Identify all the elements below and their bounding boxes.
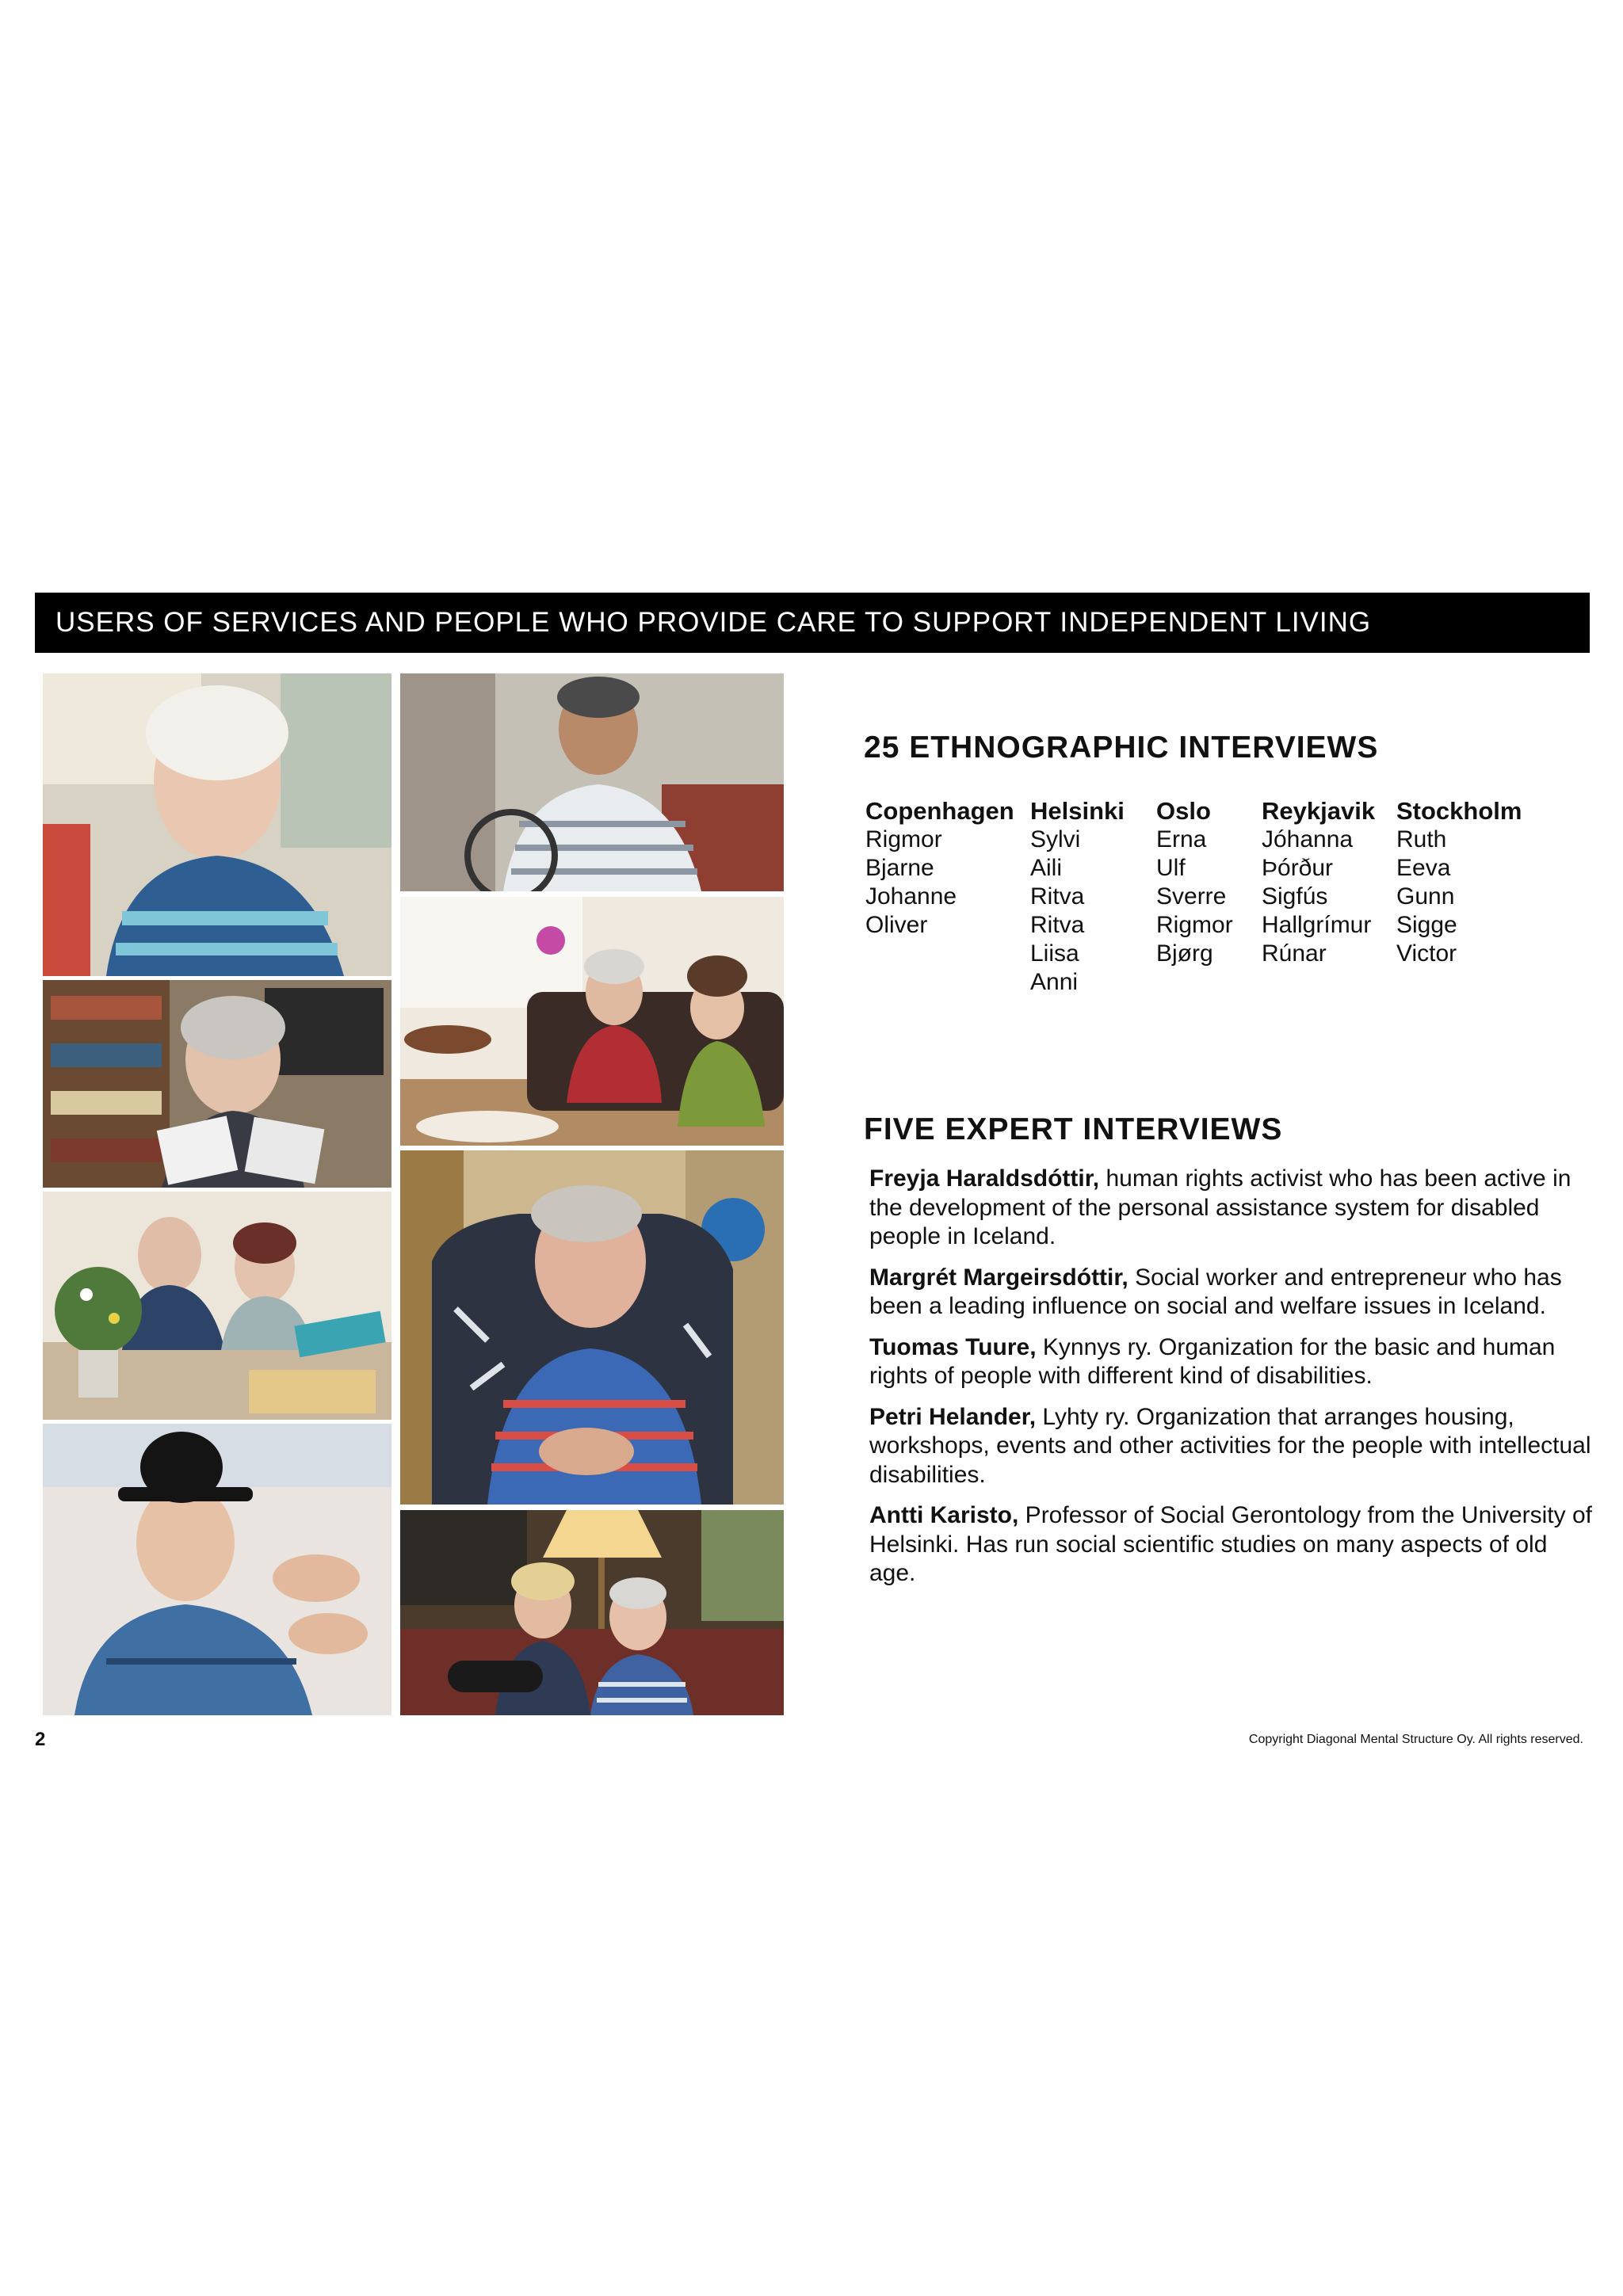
expert-entry (869, 1403, 1598, 1490)
interviewee-name: Victor (1396, 940, 1457, 967)
interviewee-name: Sverre (1156, 883, 1227, 910)
interviewee-name: Bjarne (865, 855, 934, 881)
interviewee-name: Anni (1030, 969, 1079, 995)
expert-description: Lyhty ry. Organization that arranges housing, workshops, events and other activities for the people with intellectual disabilities. (869, 1403, 1591, 1488)
interviewee-name: Aili (1030, 855, 1063, 881)
expert-name: Freyja Haraldsdóttir, (869, 1165, 1100, 1192)
expert-description: Professor of Social Gerontology from the University of Helsinki. Has run social scientific studies on many aspects of old age. (869, 1502, 1592, 1586)
interviewee-name: Ulf (1156, 855, 1186, 881)
interviewee-name: Rigmor (865, 826, 942, 852)
interviewee-name: Hallgrímur (1262, 912, 1372, 938)
city-name: Copenhagen (865, 797, 1014, 825)
interviewee-name: Gunn (1396, 883, 1455, 910)
expert-name: Margrét Margeirsdóttir, (869, 1264, 1128, 1291)
section-banner (35, 593, 1590, 653)
city-column-copenhagen (865, 797, 1014, 940)
expert-name: Petri Helander, (869, 1403, 1037, 1430)
interviewee-name: Jóhanna (1262, 826, 1354, 852)
interviewee-name: Sylvi (1030, 826, 1081, 852)
photo-elderly-woman-striped-sweater (43, 673, 391, 976)
city-name: Stockholm (1396, 797, 1522, 825)
expert-list (869, 1165, 1598, 1600)
city-name: Helsinki (1030, 797, 1125, 825)
copyright-notice: Copyright Diagonal Mental Structure Oy. All rights reserved. (1248, 1733, 1583, 1746)
interviewee-name: Johanne (865, 883, 957, 910)
city-name: Reykjavik (1262, 797, 1376, 825)
interviewee-name: Ruth (1396, 826, 1447, 852)
expert-description: human rights activist who has been active in the development of the personal assistance system for disabled people in Iceland. (869, 1165, 1571, 1249)
photo-young-man-hat-gesturing (43, 1424, 391, 1715)
interviewee-name: Bjørg (1156, 940, 1213, 967)
ethnographic-heading: 25 ETHNOGRAPHIC INTERVIEWS (864, 730, 1379, 765)
banner-title: USERS OF SERVICES AND PEOPLE WHO PROVIDE CARE TO SUPPORT INDEPENDENT LIVING (55, 607, 1372, 638)
city-column-stockholm (1396, 797, 1522, 968)
photo-woman-reading-paper (43, 980, 391, 1188)
expert-entry (869, 1501, 1598, 1589)
interviewee-name: Oliver (865, 912, 928, 938)
interviewee-name: Liisa (1030, 940, 1079, 967)
expert-description: Kynnys ry. Organization for the basic and human rights of people with different kind of disabilities. (869, 1333, 1556, 1389)
photo-elderly-man-in-armchair (400, 1150, 784, 1505)
photo-couple-with-puzzle (43, 1192, 391, 1420)
expert-name: Tuomas Tuure, (869, 1333, 1037, 1360)
city-column-reykjavik (1262, 797, 1375, 968)
interviewee-name: Erna (1156, 826, 1207, 852)
interviewee-name: Sigge (1396, 912, 1457, 938)
expert-description: Social worker and entrepreneur who has been a leading influence on social and welfare issues in Iceland. (869, 1264, 1562, 1319)
city-column-helsinki (1030, 797, 1125, 997)
interviewee-name: Rigmor (1156, 912, 1233, 938)
expert-name: Antti Karisto, (869, 1502, 1019, 1528)
interviewee-name: Sigfús (1262, 883, 1328, 910)
photo-man-in-wheelchair (400, 673, 784, 891)
city-column-oslo (1156, 797, 1233, 968)
interviewee-name: Ritva (1030, 912, 1085, 938)
interviewee-name: Rúnar (1262, 940, 1327, 967)
interviewee-name: Þórður (1262, 855, 1334, 881)
photo-elderly-woman-with-visitor-on-sofa (400, 897, 784, 1146)
page-number: 2 (35, 1729, 46, 1750)
expert-entry (869, 1264, 1598, 1322)
interviewee-name: Ritva (1030, 883, 1085, 910)
city-name: Oslo (1156, 797, 1211, 825)
expert-entry (869, 1333, 1598, 1391)
expert-heading: FIVE EXPERT INTERVIEWS (864, 1112, 1283, 1146)
interviewee-name: Eeva (1396, 855, 1451, 881)
photo-woman-and-elderly-man-interview (400, 1510, 784, 1715)
expert-entry (869, 1165, 1598, 1252)
